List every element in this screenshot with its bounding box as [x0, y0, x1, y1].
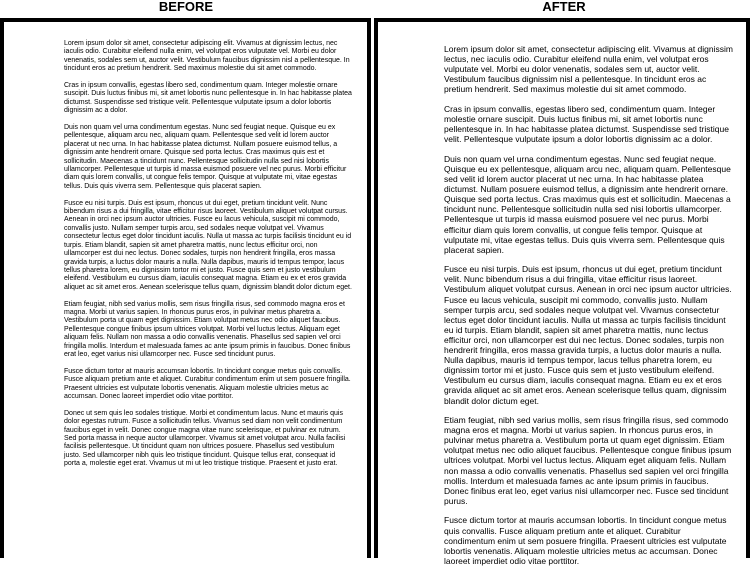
before-paragraph-1: Lorem ipsum dolor sit amet, consectetur adipiscing elit. Vivamus at dignissim lectus, nec iaculis odio. Curabitur eleifend nulla enim, vel volutpat eros vulputate vel. Morbi eu dolor venenatis, sodales sem ut, auctor velit. Vestibulum faucibus dignissim nisl a pellentesque. In tincidunt eros ac pretium hendrerit. Sed maximus molestie dui sit amet commodo. — [64, 40, 350, 73]
after-panel — [374, 18, 750, 566]
before-paragraph-6: Fusce dictum tortor at mauris accumsan lobortis. In tincidunt congue metus quis convallis. Fusce aliquam pretium ante et aliquet. Curabitur condimentum enim ut sem posuere fringilla. Praesent ultricies est vulputate lobortis venenatis. Aliquam molestie ultricies metus ac accumsan. Donec laoreet imperdiet odio vitae porttitor. — [64, 367, 351, 400]
before-panel — [0, 18, 371, 558]
before-title: BEFORE — [158, 0, 214, 14]
after-paragraph-3: Duis non quam vel urna condimentum egestas. Nunc sed feugiat neque. Quisque eu ex pellentesque, aliquam arcu nec, aliquam quam. Pellentesque sed velit id lorem auctor placerat ut nec urna. In hac habitasse platea dictumst. Nullam posuere euismod tellus, a dignissim ante hendrerit ornare. Quisque sed porta lectus. Cras maximus quis est et sollicitudin. Maecenas a tincidunt nunc. Pellentesque sollicitudin nulla sed nisi lobortis ullamcorper. Pellentesque ut turpis id massa euismod posuere vel nec purus. Morbi efficitur diam quis lorem convallis, ut congue felis tempor. Quisque at vulputate mi, vitae egestas tellus. Duis quis viverra sem. Pellentesque quis placerat sapien. — [444, 153, 731, 255]
before-paragraph-7: Donec ut sem quis leo sodales tristique. Morbi et condimentum lacus. Nunc et mauris quis dolor egestas rutrum. Fusce a sollicitudin tellus. Vivamus sed diam non velit condimentum faucibus eget in velit. Donec congue magna vitae nunc scelerisque, et pulvinar ex rutrum. Sed porta massa in neque auctor ullamcorper. Vivamus sit amet volutpat arcu. Nulla facilisi facilisis pellentesque. Ut tincidunt quam non ultrices posuere. Phasellus sed vestibulum justo. Sed ullamcorper nibh quis leo tristique tincidunt. Quisque tellus erat, consequat id porta a, molestie eget erat. Vivamus ut mi ut leo tristique tristique. Praesent et justo erat. — [64, 409, 346, 468]
after-paragraph-1: Lorem ipsum dolor sit amet, consectetur adipiscing elit. Vivamus at dignissim lectus, nec iaculis odio. Curabitur eleifend nulla enim, vel volutpat eros vulputate vel. Morbi eu dolor venenatis, sodales sem ut, auctor velit. Vestibulum faucibus dignissim nisl a pellentesque. In tincidunt eros ac pretium hendrerit. Sed maximus molestie dui sit amet commodo. — [444, 44, 733, 95]
after-title: AFTER — [542, 0, 586, 14]
before-paragraph-2: Cras in ipsum convallis, egestas libero sed, condimentum quam. Integer molestie ornare suscipit. Duis luctus finibus mi, sit amet lobortis nunc pellentesque in. In hac habitasse platea dictumst. Suspendisse sed tristique velit. Pellentesque vulputate ipsum a dolor lobortis dignissim ac a dolor. — [64, 82, 352, 115]
before-paragraph-4: Fusce eu nisi turpis. Duis est ipsum, rhoncus ut dui eget, pretium tincidunt velit. Nunc bibendum risus a dui fringilla, vitae efficitur risus laoreet. Vestibulum aliquet volutpat cursus. Aenean in orci nec ipsum auctor ultricies. Fusce eu lacus vehicula, suscipit mi commodo, convallis justo. Nullam semper turpis arcu, sed sodales neque volutpat vel. Vivamus consectetur lectus eget dolor tincidunt iaculis. Nulla ut massa ac turpis facilisis tincidunt eu id turpis. Etiam blandit, sapien sit amet pharetra mattis, nunc lectus efficitur orci, non ullamcorper est dui nec lectus. Donec sodales, turpis non hendrerit fringilla, eros massa gravida turpis, a luctus dolor mauris a nulla. Nulla dapibus, mauris id tempus tempor, lacus tellus pharetra lorem, eu dignissim tortor mi et justo. Fusce quis sem et justo vestibulum eleifend. Vestibulum eu cursus diam, iaculis consequat magna. Etiam eu ex et eros gravida aliquet ac sit amet eros. Aenean scelerisque tellus quam, dignissim blandit dolor dictum eget. — [64, 199, 352, 291]
after-paragraph-2: Cras in ipsum convallis, egestas libero sed, condimentum quam. Integer molestie ornare suscipit. Duis luctus finibus mi, sit amet lobortis nunc pellentesque in. In hac habitasse platea dictumst. Suspendisse sed tristique velit. Pellentesque vulputate ipsum a dolor lobortis dignissim ac a dolor. — [444, 103, 729, 145]
before-paragraph-5: Etiam feugiat, nibh sed varius mollis, sem risus fringilla risus, sed commodo magna eros et magna. Morbi ut varius sapien. In rhoncus purus eros, in pulvinar metus pharetra a. Vestibulum porta ut quam eget dignissim. Etiam volutpat metus nec odio aliquet faucibus. Pellentesque congue finibus ipsum ultrices volutpat. Morbi vel luctus lectus. Aliquam eget aliquam felis. Nullam non massa a odio convallis venenatis. Phasellus sed sapien vel orci fringilla mollis. Interdum et malesuada fames ac ante ipsum primis in faucibus. Donec finibus erat leo, eget varius nisi ullamcorper nec. Fusce sed tincidunt purus. — [64, 300, 351, 358]
after-paragraph-6: Fusce dictum tortor at mauris accumsan lobortis. In tincidunt congue metus quis convallis. Fusce aliquam pretium ante et aliquet. Curabitur condimentum enim ut sem posuere fringilla. Praesent ultricies est vulputate lobortis venenatis. Aliquam molestie ultricies metus ac accumsan. Donec laoreet imperdiet odio vitae porttitor. — [444, 515, 727, 566]
after-paragraph-5: Etiam feugiat, nibh sed varius mollis, sem risus fringilla risus, sed commodo magna eros et magna. Morbi ut varius sapien. In rhoncus purus eros, in pulvinar metus pharetra a. Vestibulum porta ut quam eget dignissim. Etiam volutpat metus nec odio aliquet faucibus. Pellentesque congue finibus ipsum ultrices volutpat. Morbi vel luctus lectus. Aliquam eget aliquam felis. Nullam non massa a odio convallis venenatis. Phasellus sed sapien vel orci fringilla mollis. Interdum et malesuada fames ac ante ipsum primis in faucibus. Donec finibus erat leo, eget varius nisi ullamcorper nec. Fusce sed tincidunt purus. — [444, 415, 732, 506]
after-paragraph-4: Fusce eu nisi turpis. Duis est ipsum, rhoncus ut dui eget, pretium tincidunt velit. Nunc bibendum risus a dui fringilla, vitae efficitur risus laoreet. Vestibulum aliquet volutpat cursus. Aenean in orci nec ipsum auctor ultricies. Fusce eu lacus vehicula, suscipit mi commodo, convallis justo. Nullam semper turpis arcu, sed sodales neque volutpat vel. Vivamus consectetur lectus eget dolor tincidunt iaculis. Nulla ut massa ac turpis facilisis tincidunt eu id turpis. Etiam blandit, sapien sit amet pharetra mattis, nunc lectus efficitur orci, non ullamcorper est dui nec lectus. Donec sodales, turpis non hendrerit fringilla, eros massa gravida turpis, a luctus dolor mauris a nulla. Nulla dapibus, mauris id tempus tempor, lacus tellus pharetra lorem, eu dignissim tortor mi et justo. Fusce quis sem et justo vestibulum eleifend. Vestibulum eu cursus diam, iaculis consequat magna. Etiam eu ex et eros gravida aliquet ac sit amet eros. Aenean scelerisque tellus quam, dignissim blandit dolor dictum eget. — [444, 264, 732, 406]
before-paragraph-3: Duis non quam vel urna condimentum egestas. Nunc sed feugiat neque. Quisque eu ex pellentesque, aliquam arcu nec, aliquam quam. Pellentesque sed velit id lorem auctor placerat ut nec urna. In hac habitasse platea dictumst. Nullam posuere euismod tellus, a dignissim ante hendrerit ornare. Quisque sed porta lectus. Cras maximus quis est et sollicitudin. Maecenas a tincidunt nunc. Pellentesque sollicitudin nulla sed nisi lobortis ullamcorper. Pellentesque ut turpis id massa euismod posuere vel nec purus. Morbi efficitur diam quis lorem convallis, ut congue felis tempor. Quisque at vulputate mi, vitae egestas tellus. Duis quis viverra sem. Pellentesque quis placerat sapien. — [64, 124, 347, 190]
